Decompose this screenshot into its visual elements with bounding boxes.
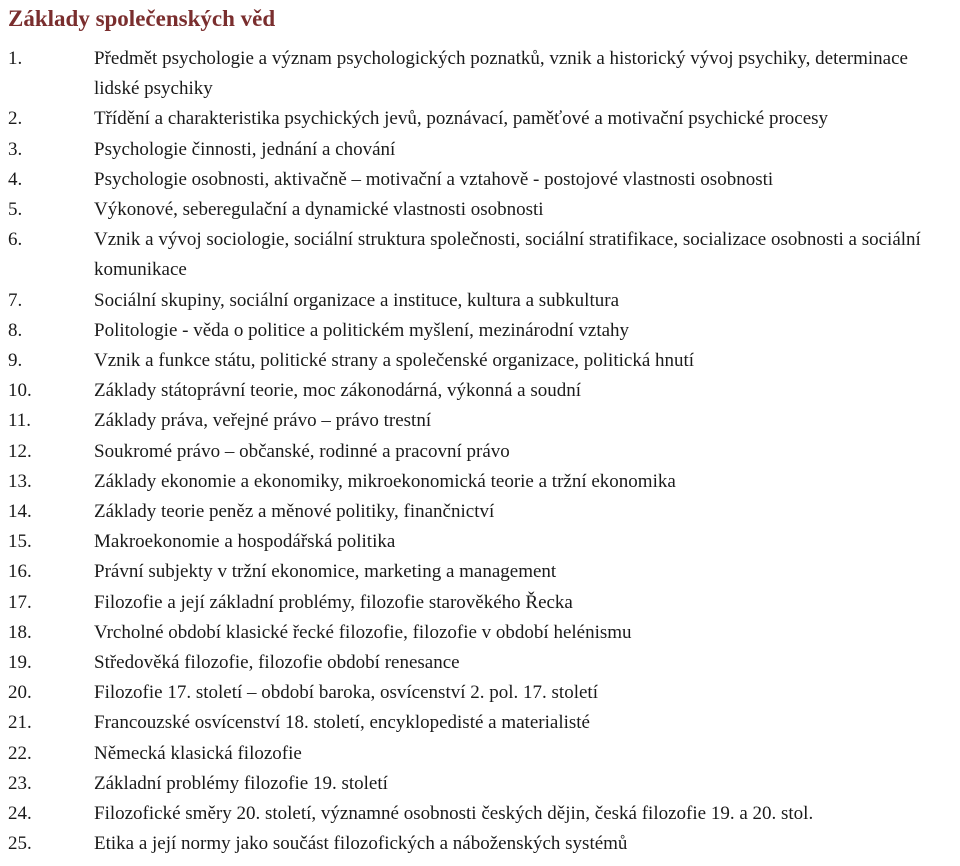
topic-text: Základy teorie peněz a měnové politiky, finančnictví [94, 501, 495, 523]
topic-number: 15. [8, 531, 32, 553]
topic-number: 21. [8, 712, 32, 734]
topic-number: 19. [8, 652, 32, 674]
topic-item [8, 44, 960, 104]
topic-number: 6. [8, 229, 23, 251]
topic-text: Předmět psychologie a význam psychologických poznatků, vznik a historický vývoj psychiky, determinace lidské psychiky [94, 48, 908, 100]
topic-number: 9. [8, 350, 23, 372]
topic-item [8, 406, 960, 436]
topic-number: 16. [8, 561, 32, 583]
topic-item [8, 195, 960, 225]
topic-text: Základy ekonomie a ekonomiky, mikroekonomická teorie a tržní ekonomika [94, 470, 676, 492]
topic-text: Filozofické směry 20. století, významné osobnosti českých dějin, česká filozofie 19. a 20. stol. [94, 803, 814, 825]
topic-text: Francouzské osvícenství 18. století, encyklopedisté a materialisté [94, 712, 590, 734]
topic-text: Vrcholné období klasické řecké filozofie, filozofie v období helénismu [94, 621, 632, 643]
topic-text: Soukromé právo – občanské, rodinné a pracovní právo [94, 440, 510, 462]
topic-text: Třídění a charakteristika psychických jevů, poznávací, paměťové a motivační psychické procesy [94, 108, 829, 130]
topic-item [8, 316, 960, 346]
topic-number: 14. [8, 501, 32, 523]
topic-item [8, 588, 960, 618]
topic-text: Vznik a vývoj sociologie, sociální struktura společnosti, sociální stratifikace, socializace osobnosti a sociální komunikace [94, 229, 921, 281]
topic-text: Základy práva, veřejné právo – právo trestní [94, 410, 432, 432]
topic-number: 3. [8, 138, 23, 160]
topic-text: Psychologie činnosti, jednání a chování [94, 138, 396, 160]
topic-text: Výkonové, seberegulační a dynamické vlastnosti osobnosti [94, 199, 544, 221]
topic-number: 23. [8, 772, 32, 794]
topic-item [8, 104, 960, 134]
topic-text: Filozofie a její základní problémy, filozofie starověkého Řecka [94, 591, 573, 613]
topic-number: 10. [8, 380, 32, 402]
topic-text: Německá klasická filozofie [94, 742, 302, 764]
topic-item [8, 135, 960, 165]
topic-item [8, 437, 960, 467]
topic-item [8, 467, 960, 497]
topic-item [8, 799, 960, 829]
topic-text: Vznik a funkce státu, politické strany a společenské organizace, politická hnutí [94, 350, 695, 372]
topic-number: 8. [8, 319, 23, 341]
topic-number: 2. [8, 108, 23, 130]
topic-number: 25. [8, 833, 32, 855]
topic-text: Středověká filozofie, filozofie období renesance [94, 652, 460, 674]
topic-number: 1. [8, 48, 23, 69]
topic-number: 7. [8, 289, 23, 311]
topic-item [8, 286, 960, 316]
topic-number: 4. [8, 168, 23, 190]
topic-number: 17. [8, 591, 32, 613]
topic-item [8, 527, 960, 557]
topic-item [8, 618, 960, 648]
topic-item [8, 346, 960, 376]
topic-item [8, 165, 960, 195]
topic-item [8, 648, 960, 678]
topic-item [8, 557, 960, 587]
topic-item [8, 678, 960, 708]
topic-item [8, 769, 960, 799]
topic-text: Základní problémy filozofie 19. století [94, 772, 388, 794]
topic-item [8, 497, 960, 527]
topic-item [8, 225, 960, 285]
topic-text: Makroekonomie a hospodářská politika [94, 531, 396, 553]
topic-item [8, 739, 960, 769]
topic-number: 18. [8, 621, 32, 643]
topic-item [8, 708, 960, 738]
topic-text: Etika a její normy jako součást filozofických a náboženských systémů [94, 833, 628, 855]
topic-number: 22. [8, 742, 32, 764]
topic-number: 5. [8, 199, 23, 221]
topic-text: Základy státoprávní teorie, moc zákonodárná, výkonná a soudní [94, 380, 581, 402]
topic-item [8, 829, 960, 859]
topic-number: 12. [8, 440, 32, 462]
topic-item [8, 376, 960, 406]
topic-number: 13. [8, 470, 32, 492]
topic-text: Politologie - věda o politice a politickém myšlení, mezinárodní vztahy [94, 319, 630, 341]
topic-text: Filozofie 17. století – období baroka, osvícenství 2. pol. 17. století [94, 682, 598, 704]
topic-number: 20. [8, 682, 32, 704]
topic-text: Právní subjekty v tržní ekonomice, marketing a management [94, 561, 557, 583]
topic-list [8, 44, 960, 859]
topic-text: Sociální skupiny, sociální organizace a instituce, kultura a subkultura [94, 289, 620, 311]
topic-number: 24. [8, 803, 32, 825]
topic-number: 11. [8, 410, 32, 432]
page-title: Základy společenských věd [8, 6, 276, 31]
topic-text: Psychologie osobnosti, aktivačně – motivační a vztahově - postojové vlastnosti osobnosti [94, 168, 774, 190]
